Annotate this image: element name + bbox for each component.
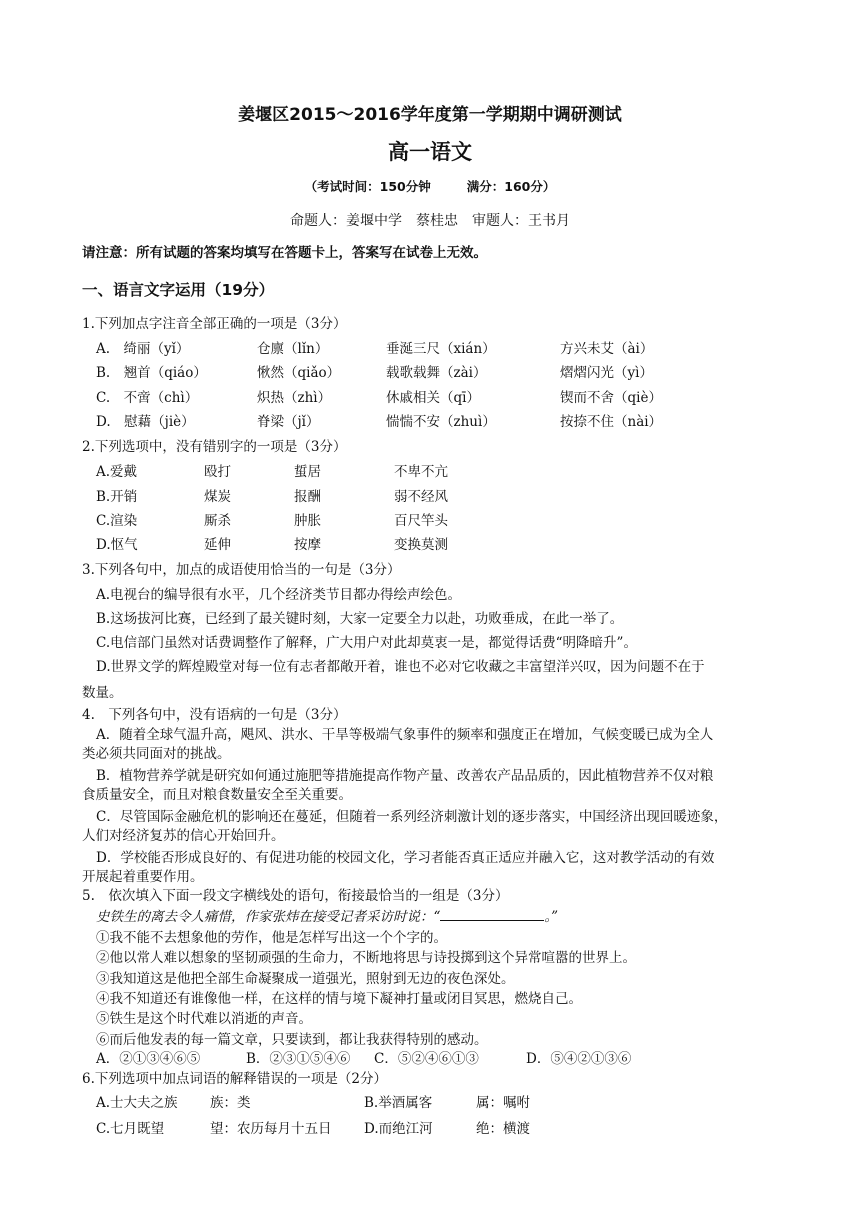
question-2-stem: 2.下列选项中，没有错别字的一项是（3分）	[82, 439, 347, 455]
q2-row-b-1: B.开销	[96, 489, 138, 505]
q5-option-b: B．②③①⑤④⑥	[246, 1051, 351, 1067]
q2-row-c-1: C.渲染	[96, 513, 138, 529]
q3-option-d-line2: 数量。	[82, 685, 123, 701]
q5-option-d: D．⑤④②①③⑥	[526, 1051, 632, 1067]
q1-row-d-2: 脊梁（jǐ）	[257, 414, 320, 430]
q4-option-a-line1: A．随着全球气温升高，飓风、洪水、干旱等极端气象事件的频率和强度正在增加，气候变暖已成为全人	[96, 727, 714, 743]
full-score: 满分：160分）	[466, 179, 556, 194]
q1-row-c-4: 锲而不舍（qiè）	[560, 390, 662, 406]
q4-option-d-line1: D．学校能否形成良好的、有促进功能的校园文化，学习者能否真正适应并融入它，这对教学活动的有效	[96, 850, 715, 866]
q5-sentence-4: ④我不知道还有谁像他一样，在这样的情与境下凝神打量或闭目冥思，燃烧自己。	[96, 991, 582, 1007]
q1-row-d-1: D. 慰藉（jiè）	[96, 414, 195, 430]
q5-answer-blank	[440, 907, 544, 921]
q1-row-b-2: 愀然（qiǎo）	[257, 365, 341, 381]
q6-option-d-word: D.而绝江河	[364, 1121, 433, 1137]
q5-option-c: C．⑤②④⑥①③	[374, 1051, 479, 1067]
q3-option-d-line1: D.世界文学的辉煌殿堂对每一位有志者都敞开着，谁也不必对它收藏之丰富望洋兴叹，因为问题不在于	[96, 659, 705, 675]
authors-line: 命题人：姜堰中学 蔡桂忠 审题人：王书月	[290, 213, 570, 229]
q2-row-d-4: 变换莫测	[394, 537, 448, 553]
q2-row-d-1: D.怄气	[96, 537, 138, 553]
q2-row-b-4: 弱不经风	[394, 489, 448, 505]
q6-option-c-meaning: 望：农历每月十五日	[210, 1121, 332, 1137]
q5-intro	[96, 907, 558, 926]
question-5-stem: 5. 依次填入下面一段文字横线处的语句，衔接最恰当的一组是（3分）	[82, 888, 509, 904]
q2-row-b-2: 煤炭	[204, 489, 231, 505]
q2-row-a-4: 不卑不亢	[394, 464, 448, 480]
exam-subject: 高一语文	[388, 140, 472, 164]
q2-row-d-2: 延伸	[204, 537, 231, 553]
q1-row-a-3: 垂涎三尺（xián）	[386, 341, 496, 357]
q1-row-c-2: 炽热（zhì）	[257, 390, 332, 406]
q2-row-c-4: 百尺竿头	[394, 513, 448, 529]
q2-row-a-1: A.爱戴	[96, 464, 138, 480]
q2-row-d-3: 按摩	[294, 537, 321, 553]
exam-title: 姜堰区2015～2016学年度第一学期期中调研测试	[238, 105, 622, 125]
q1-row-c-1: C. 不啻（chì）	[96, 390, 199, 406]
q1-row-c-3: 休戚相关（qī）	[386, 390, 480, 406]
q2-row-a-3: 蜇居	[294, 464, 321, 480]
q1-row-a-1: A. 绮丽（yǐ）	[96, 341, 190, 357]
q1-row-a-2: 仓廪（lǐn）	[257, 341, 329, 357]
notice: 请注意：所有试题的答案均填写在答题卡上，答案写在试卷上无效。	[82, 245, 487, 261]
q5-option-a: A．②①③④⑥⑤	[96, 1051, 201, 1067]
q2-row-a-2: 殴打	[204, 464, 231, 480]
q1-row-d-3: 惴惴不安（zhuì）	[386, 414, 496, 430]
q5-intro-end: 。”	[544, 909, 559, 925]
exam-time: （考试时间：150分钟	[304, 179, 431, 194]
q1-row-a-4: 方兴未艾（ài）	[560, 341, 654, 357]
q6-option-a-word: A.士大夫之族	[96, 1095, 178, 1111]
q5-sentence-2: ②他以常人难以想象的坚韧顽强的生命力，不断地将思与诗投掷到这个异常喧嚣的世界上。	[96, 950, 636, 966]
q5-sentence-6: ⑥而后他发表的每一篇文章，只要读到，都让我获得特别的感动。	[96, 1032, 488, 1048]
q4-option-c-line1: C．尽管国际金融危机的影响还在蔓延，但随着一系列经济刺激计划的逐步落实，中国经济出现回暖迹象，	[96, 809, 728, 825]
q6-option-a-meaning: 族：类	[210, 1095, 251, 1111]
q3-option-a: A.电视台的编导很有水平，几个经济类节目都办得绘声绘色。	[96, 587, 462, 603]
q2-row-c-3: 肿胀	[294, 513, 321, 529]
q1-row-b-4: 熠熠闪光（yì）	[560, 365, 653, 381]
section-heading: 一、语言文字运用（19分）	[82, 281, 275, 299]
q4-option-d-line2: 开展起着重要作用。	[82, 869, 204, 885]
q3-option-c: C.电信部门虽然对话费调整作了解释，广大用户对此却莫衷一是，都觉得话费“明降暗升”。	[96, 635, 637, 651]
q5-sentence-5: ⑤铁生是这个时代难以消逝的声音。	[96, 1011, 312, 1027]
q6-option-d-meaning: 绝：横渡	[476, 1121, 530, 1137]
q2-row-b-3: 报酬	[294, 489, 321, 505]
question-4-stem: 4. 下列各句中，没有语病的一句是（3分）	[82, 707, 347, 723]
q1-row-b-3: 载歌载舞（zài）	[386, 365, 487, 381]
q4-option-a-line2: 类必须共同面对的挑战。	[82, 746, 231, 762]
q6-option-b-meaning: 属：嘱咐	[476, 1095, 530, 1111]
q5-sentence-1: ①我不能不去想象他的劳作，他是怎样写出这一个个字的。	[96, 930, 447, 946]
question-6-stem: 6.下列选项中加点词语的解释错误的一项是（2分）	[82, 1071, 387, 1087]
q3-option-b: B.这场拔河比赛，已经到了最关键时刻，大家一定要全力以赴，功败垂成，在此一举了。	[96, 611, 624, 627]
q1-row-b-1: B. 翘首（qiáo）	[96, 365, 207, 381]
q4-option-c-line2: 人们对经济复苏的信心开始回升。	[82, 828, 285, 844]
q5-sentence-3: ③我知道这是他把全部生命凝聚成一道强光，照射到无边的夜色深处。	[96, 971, 515, 987]
q4-option-b-line1: B．植物营养学就是研究如何通过施肥等措施提高作物产量、改善农产品品质的，因此植物营养不仅对粮	[96, 768, 714, 784]
q2-row-c-2: 厮杀	[204, 513, 231, 529]
question-1-stem: 1.下列加点字注音全部正确的一项是（3分）	[82, 316, 347, 332]
q6-option-b-word: B.举酒属客	[364, 1095, 433, 1111]
q4-option-b-line2: 食质量安全，而且对粮食数量安全至关重要。	[82, 787, 352, 803]
q6-option-c-word: C.七月既望	[96, 1121, 165, 1137]
question-3-stem: 3.下列各句中，加点的成语使用恰当的一句是（3分）	[82, 562, 401, 578]
exam-info	[0, 177, 860, 195]
q1-row-d-4: 按捺不住（nài）	[560, 414, 663, 430]
q5-intro-text: 史铁生的离去令人痛惜，作家张炜在接受记者采访时说：“	[96, 909, 441, 925]
